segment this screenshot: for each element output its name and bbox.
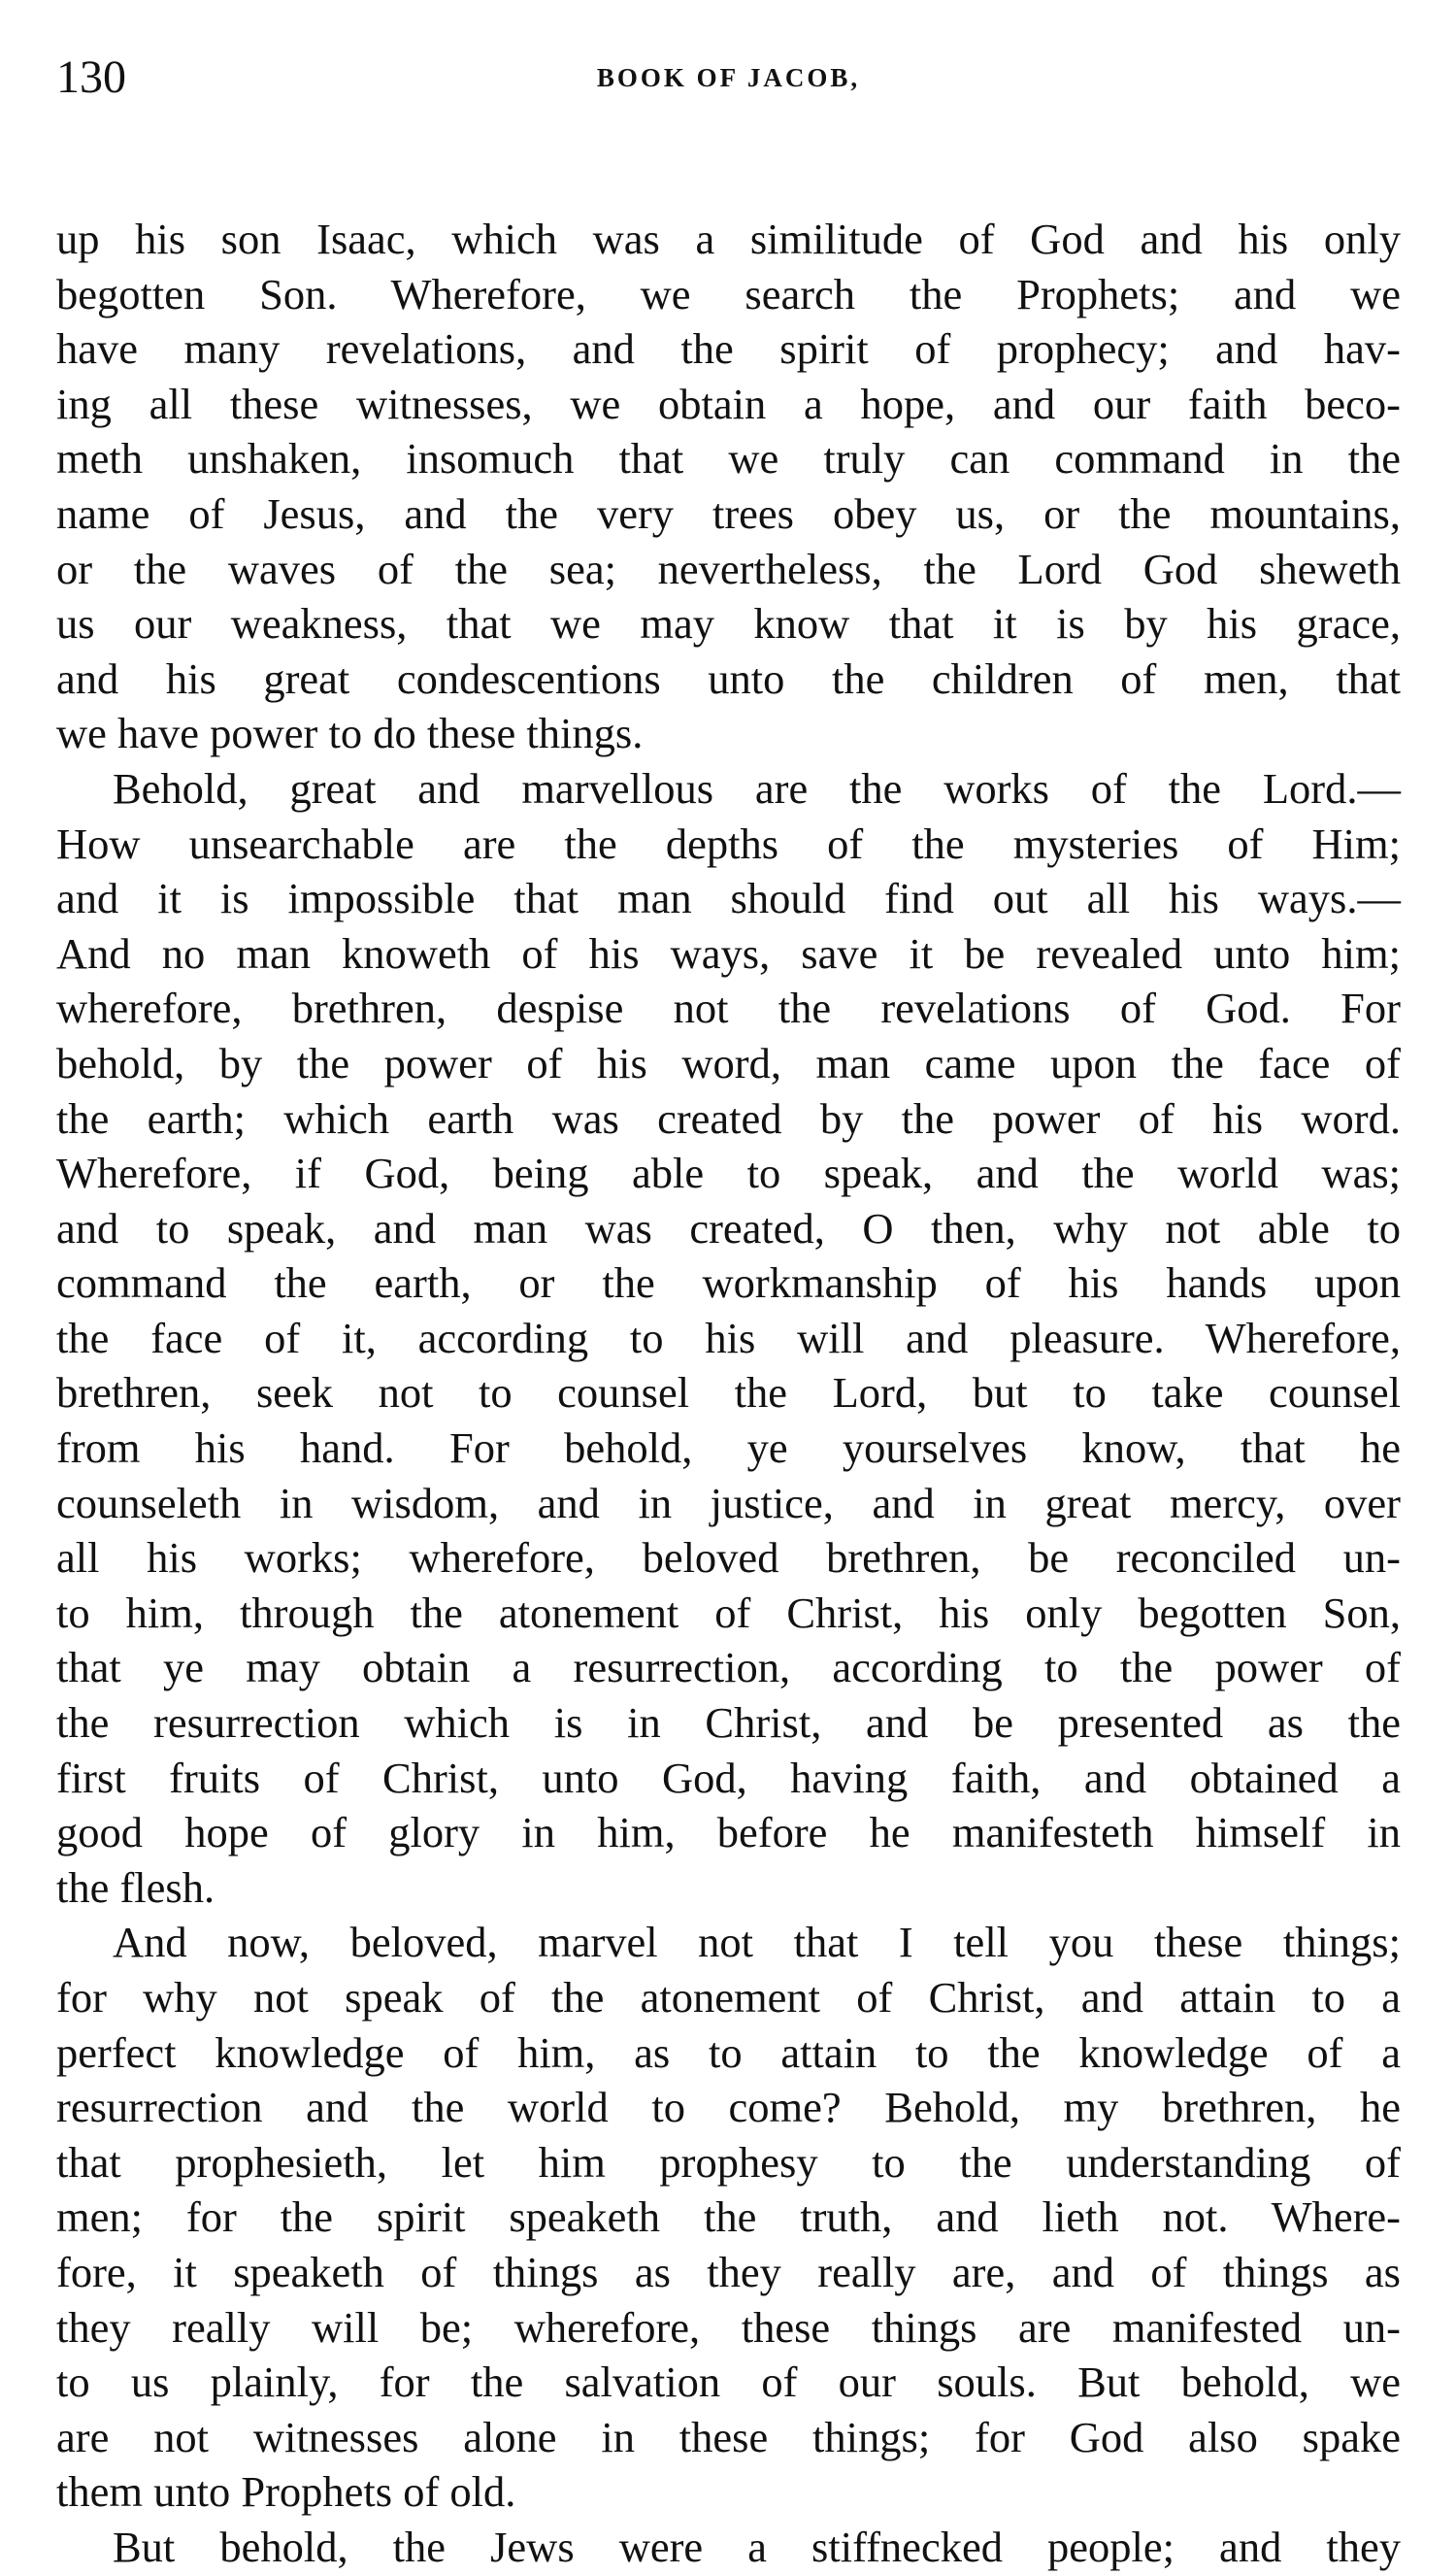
text-line: Wherefore, if God, being able to speak, and the world was;: [56, 1149, 1401, 1198]
text-line: from his hand. For behold, ye yourselves know, that he: [56, 1423, 1401, 1473]
text-line: to us plainly, for the salvation of our souls. But behold, we: [56, 2358, 1401, 2407]
text-line: the earth; which earth was created by the power of his word.: [56, 1093, 1401, 1143]
text-line: How unsearchable are the depths of the mysteries of Him;: [56, 819, 1401, 868]
text-line: And now, beloved, marvel not that I tell you these things;: [113, 1918, 1401, 1967]
text-line: us our weakness, that we may know that it is by his grace,: [56, 599, 1401, 649]
text-line: the face of it, according to his will and pleasure. Wherefore,: [56, 1313, 1401, 1362]
text-line: that prophesieth, let him prophesy to the understanding of: [56, 2137, 1401, 2187]
text-line: that ye may obtain a resurrection, according to the power of: [56, 1643, 1401, 1692]
text-line: wherefore, brethren, despise not the revelations of God. For: [56, 984, 1401, 1033]
text-line: begotten Son. Wherefore, we search the Prophets; and we: [56, 269, 1401, 318]
text-line: up his son Isaac, which was a similitude of God and his only: [56, 215, 1401, 263]
page-header: [56, 49, 1401, 117]
text-line: and it is impossible that man should find out all his ways.—: [56, 874, 1401, 923]
text-line: counseleth in wisdom, and in justice, and in great mercy, over: [56, 1478, 1401, 1527]
text-line: all his works; wherefore, beloved brethren, be reconciled un-: [56, 1533, 1401, 1583]
page-number: 130: [56, 51, 126, 103]
text-line: perfect knowledge of him, as to attain to the knowledge of a: [56, 2027, 1401, 2077]
running-head: BOOK OF JACOB,: [596, 63, 861, 92]
text-line: Behold, great and marvellous are the works of the Lord.—: [113, 763, 1401, 813]
text-line: the resurrection which is in Christ, and be presented as the: [56, 1698, 1401, 1748]
text-line: and his great condescentions unto the children of men, that: [56, 653, 1401, 703]
text-line: first fruits of Christ, unto God, having faith, and obtained a: [56, 1753, 1401, 1802]
text-line: name of Jesus, and the very trees obey us, or the mountains,: [56, 488, 1401, 538]
text-line: they really will be; wherefore, these things are manifested un-: [56, 2302, 1401, 2352]
text-line: we have power to do these things.: [56, 709, 644, 758]
text-line: men; for the spirit speaketh the truth, and lieth not. Where-: [56, 2192, 1401, 2242]
book-page: [56, 49, 1401, 2575]
body-text: [56, 212, 1401, 2575]
text-line: meth unshaken, insomuch that we truly can command in the: [56, 434, 1401, 484]
text-line: for why not speak of the atonement of Christ, and attain to a: [56, 1973, 1401, 2022]
text-line: or the waves of the sea; nevertheless, the Lord God sheweth: [56, 544, 1401, 593]
text-line: And no man knoweth of his ways, save it be revealed unto him;: [56, 928, 1401, 978]
text-line: ing all these witnesses, we obtain a hope, and our faith beco-: [56, 379, 1401, 428]
text-line: and to speak, and man was created, O then, why not able to: [56, 1203, 1401, 1253]
text-line: good hope of glory in him, before he manifesteth himself in: [56, 1808, 1401, 1857]
text-line: fore, it speaketh of things as they really are, and of things as: [56, 2247, 1401, 2296]
text-line: command the earth, or the workmanship of his hands upon: [56, 1258, 1401, 1308]
text-line: have many revelations, and the spirit of prophecy; and hav-: [56, 324, 1401, 374]
text-line: them unto Prophets of old.: [56, 2467, 516, 2517]
text-line: the flesh.: [56, 1862, 215, 1912]
text-line: behold, by the power of his word, man came upon the face of: [56, 1038, 1401, 1087]
text-line: brethren, seek not to counsel the Lord, but to take counsel: [56, 1368, 1401, 1418]
text-line: resurrection and the world to come? Behold, my brethren, he: [56, 2083, 1401, 2132]
text-line: to him, through the atonement of Christ, his only begotten Son,: [56, 1588, 1401, 1637]
text-line: But behold, the Jews were a stiffnecked people; and they: [113, 2522, 1401, 2571]
text-line: are not witnesses alone in these things; for God also spake: [56, 2412, 1401, 2461]
